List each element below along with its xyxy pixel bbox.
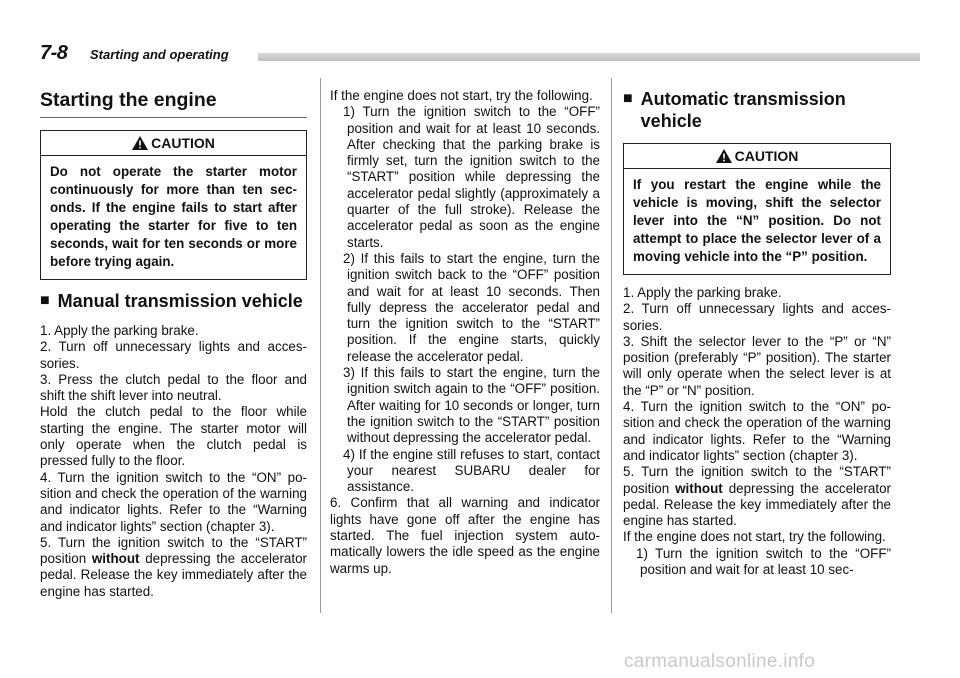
caution-label: CAUTION: [151, 134, 215, 151]
manual-step-5: 5. Turn the ignition switch to the “START” position without depressing the accelerator pedal. Release the key immediately after the engine has started.: [40, 534, 307, 599]
page-title: Starting the engine: [40, 88, 307, 118]
manual-step-1: 1. Apply the parking brake.: [40, 323, 199, 338]
caution-text: If you restart the engine while the vehicle is moving, shift the selector lever into the “N” position. Do not attempt to place the selector lever of a moving vehicle into the “P” position.: [633, 177, 881, 264]
column-2: [330, 88, 600, 577]
warning-icon: [132, 136, 148, 150]
manual-step-3: 3. Press the clutch pedal to the floor and shift the shift lever into neutral.: [40, 371, 307, 404]
page-header: [40, 40, 920, 66]
caution-label: CAUTION: [734, 147, 799, 164]
column-1: [40, 88, 307, 600]
section-title: Starting and operating: [90, 47, 229, 62]
manual-step-2: 2. Turn off unnecessary lights and accessories.: [40, 339, 307, 371]
warning-icon: [716, 149, 732, 163]
without-emphasis: without: [675, 480, 723, 496]
manual-transmission-title: Manual transmission vehicle: [57, 291, 303, 311]
auto-retry-intro: If the engine does not start, try the following.: [623, 529, 886, 545]
caution-header: [41, 131, 306, 156]
caution-box-automatic: [623, 143, 891, 275]
manual-step-6: 6. Confirm that all warning and indicator lights have gone off after the engine has started. The fuel injection system automatically lowers the idle speed as the engine warms up.: [330, 495, 600, 576]
retry-substep-3: 3) If this fails to start the engine, turn the ignition switch again to the “OFF” position. After waiting for 10 seconds or longer, turn the ignition switch to the “START” position without depressing the accelerator pedal.: [343, 365, 600, 446]
bullet-square-icon: ■: [40, 292, 50, 309]
manual-step-3-note: Hold the clutch pedal to the floor while starting the engine. The starter motor will only operate when the clutch pedal is pressed fully to the floor.: [40, 404, 307, 469]
column-3: [623, 88, 891, 578]
page-number: 7-8: [40, 42, 68, 64]
retry-substep-1: 1) Turn the ignition switch to the “OFF” position and wait for at least 10 seconds. After checking that the parking brake is firmly set, turn the ignition switch to the “START” position while depressing the accelerator pedal slightly (approximately a quarter of the full stroke). Release the accelerator pedal as soon as the engine starts.: [343, 104, 600, 250]
auto-step-3: 3. Shift the selector lever to the “P” or “N” position (preferably “P” position). The starter will only operate when the select lever is at the “P” or “N” position.: [623, 333, 891, 398]
without-emphasis: without: [91, 551, 140, 567]
automatic-transmission-title: Automatic transmission vehicle: [640, 89, 846, 131]
column-divider-2: [611, 78, 612, 613]
auto-retry-substep-1: 1) Turn the ignition switch to the “OFF” position and wait for at least 10 sec-: [636, 545, 891, 578]
auto-step-4: 4. Turn the ignition switch to the “ON” position and check the operation of the warning and indicator lights. Refer to the “Warning and indicator lights” section (chapter 3).: [623, 399, 891, 463]
retry-substep-2: 2) If this fails to start the engine, turn the ignition switch back to the “OFF” position and wait for at least 10 seconds. Then fully depress the accelerator pedal and turn the ignition switch to the “START” position. If the engine starts, quickly release the accelerator pedal.: [343, 250, 600, 364]
caution-header: [624, 144, 890, 169]
automatic-transmission-heading: [623, 88, 891, 132]
manual-step-4: 4. Turn the ignition switch to the “ON” position and check the operation of the warning and indicator lights. Refer to the “Warning and indicator lights” section (chapter 3).: [40, 469, 307, 534]
manual-transmission-heading: [40, 290, 307, 312]
auto-step-1: 1. Apply the parking brake.: [623, 285, 782, 300]
bullet-square-icon: ■: [623, 90, 633, 107]
site-watermark: carmanualsonline.info: [624, 651, 816, 672]
auto-step-5: 5. Turn the ignition switch to the “START” position without depressing the accelerator pedal. Release the key immediately after the engine has started.: [623, 464, 891, 529]
retry-substep-4: 4) If the engine still refuses to start, contact your nearest SUBARU dealer for assistance.: [343, 446, 600, 495]
retry-intro: If the engine does not start, try the following.: [330, 88, 593, 103]
column-divider-1: [320, 78, 321, 613]
caution-box: [40, 130, 307, 280]
auto-step-2: 2. Turn off unnecessary lights and accessories.: [623, 301, 891, 333]
caution-text: Do not operate the starter motor continuously for more than ten seconds. If the engine fails to start after operating the starter for five to ten seconds, wait for ten seconds or more before trying again.: [50, 164, 297, 269]
header-rule: [258, 53, 920, 61]
